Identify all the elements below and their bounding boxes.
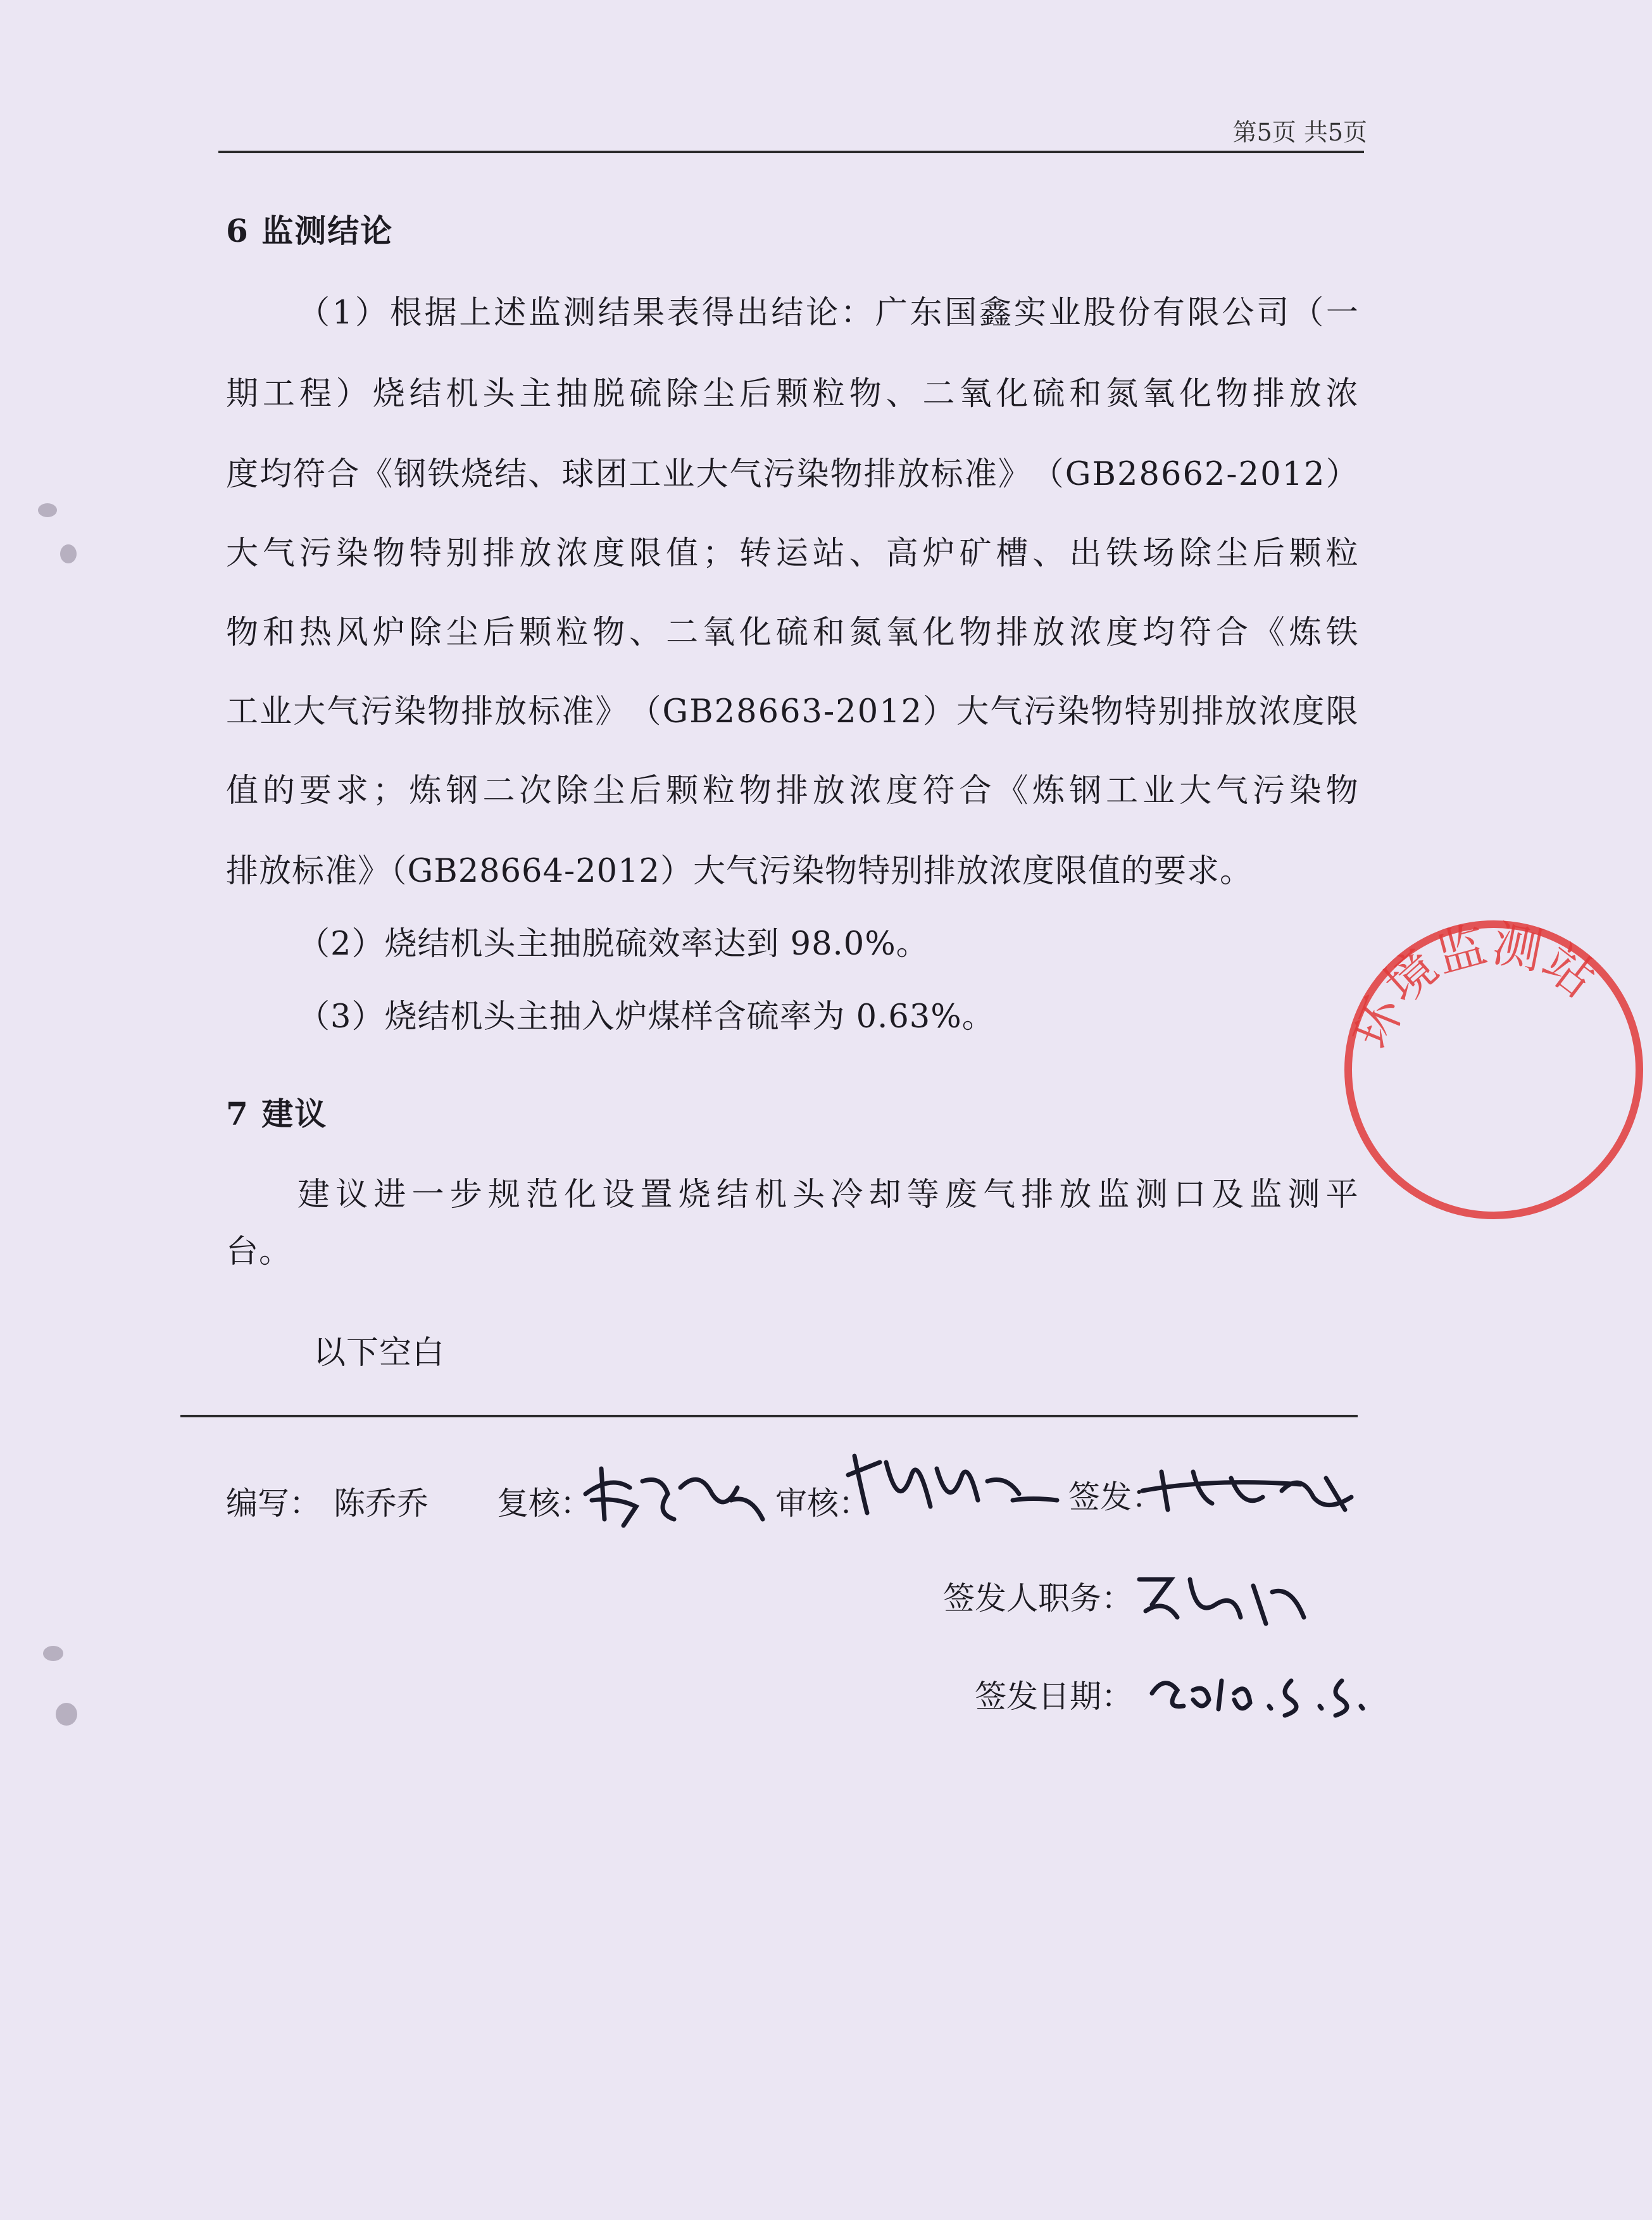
position-label: 签发人职务：: [943, 1580, 1133, 1617]
suggestion-line-2: 台。: [226, 1233, 292, 1270]
coal-sulfur-rate: （3）烧结机头主抽入炉煤样含硫率为 0.63%。: [297, 998, 995, 1036]
binding-speck: [60, 544, 77, 563]
conclusion-line-4: 大 气 污 染 物 特 别 排 放 浓 度 限 值 ； 转 运 站 、 高 炉 矿 槽 、 出 铁 场 除 尘 后 颗 粒: [226, 535, 1359, 572]
conclusion-line-8: 排放标准》（GB28664-2012）大气污染物特别排放浓度限值的要求。: [226, 853, 1253, 890]
conclusion-line-1: （ 1 ） 根 据 上 述 监 测 结 果 表 得 出 结 论 ： 广 东 国 鑫 实 业 股 份 有 限 公 司 （ 一: [297, 294, 1359, 332]
auditor-signature: [842, 1437, 1070, 1532]
conclusion-line-6: 工 业 大 气 污 染 物 排 放 标 准 》 （ G B 2 8 6 6 3 - 2 0 1 2 ） 大 气 污 染 物 特 别 排 放 浓 度 限: [226, 693, 1359, 731]
handwritten-date: [1146, 1655, 1374, 1725]
writer-name: 陈乔乔: [334, 1485, 429, 1522]
reviewer-signature: [573, 1450, 782, 1538]
header-rule: [218, 151, 1364, 153]
suggestion-line-1: 建 议 进 一 步 规 范 化 设 置 烧 结 机 头 冷 却 等 废 气 排 放 监 测 口 及 监 测 平: [297, 1176, 1359, 1213]
page-number: 第5页 共5页: [1232, 118, 1367, 146]
binding-speck: [38, 503, 57, 517]
svg-text:环境监测站: 环境监测站: [1343, 915, 1606, 1057]
official-seal: [1336, 912, 1652, 1228]
binding-speck: [43, 1646, 63, 1661]
section-heading-conclusion: 6 监测结论: [226, 212, 394, 249]
date-label: 签发日期：: [975, 1678, 1133, 1715]
conclusion-line-2: 期 工 程 ） 烧 结 机 头 主 抽 脱 硫 除 尘 后 颗 粒 物 、 二 氧 化 硫 和 氮 氧 化 物 排 放 浓: [226, 375, 1359, 413]
position-signature: [1127, 1554, 1317, 1636]
conclusion-line-7: 值 的 要 求 ； 炼 钢 二 次 除 尘 后 颗 粒 物 排 放 浓 度 符 合 《 炼 钢 工 业 大 气 污 染 物: [226, 772, 1359, 810]
desulfurization-efficiency: （2）烧结机头主抽脱硫效率达到 98.0%。: [297, 925, 929, 963]
issuer-label: 签发：: [1068, 1479, 1163, 1515]
binding-speck: [56, 1703, 77, 1726]
section-heading-suggestion: 7 建议: [226, 1095, 328, 1132]
auditor-label: 审核：: [775, 1485, 870, 1522]
issuer-signature: [1136, 1453, 1377, 1522]
blank-below-note: 以下空白: [313, 1334, 446, 1372]
reviewer-label: 复核：: [497, 1485, 592, 1522]
writer-label: 编写：: [226, 1485, 321, 1522]
conclusion-line-3: 度 均 符 合 《 钢 铁 烧 结 、 球 团 工 业 大 气 污 染 物 排 放 标 准 》 （ G B 2 8 6 6 2 - 2 0 1 2 ）: [226, 456, 1359, 493]
conclusion-line-5: 物 和 热 风 炉 除 尘 后 颗 粒 物 、 二 氧 化 硫 和 氮 氧 化 物 排 放 浓 度 均 符 合 《 炼 铁: [226, 614, 1359, 651]
signoff-rule: [180, 1415, 1358, 1417]
